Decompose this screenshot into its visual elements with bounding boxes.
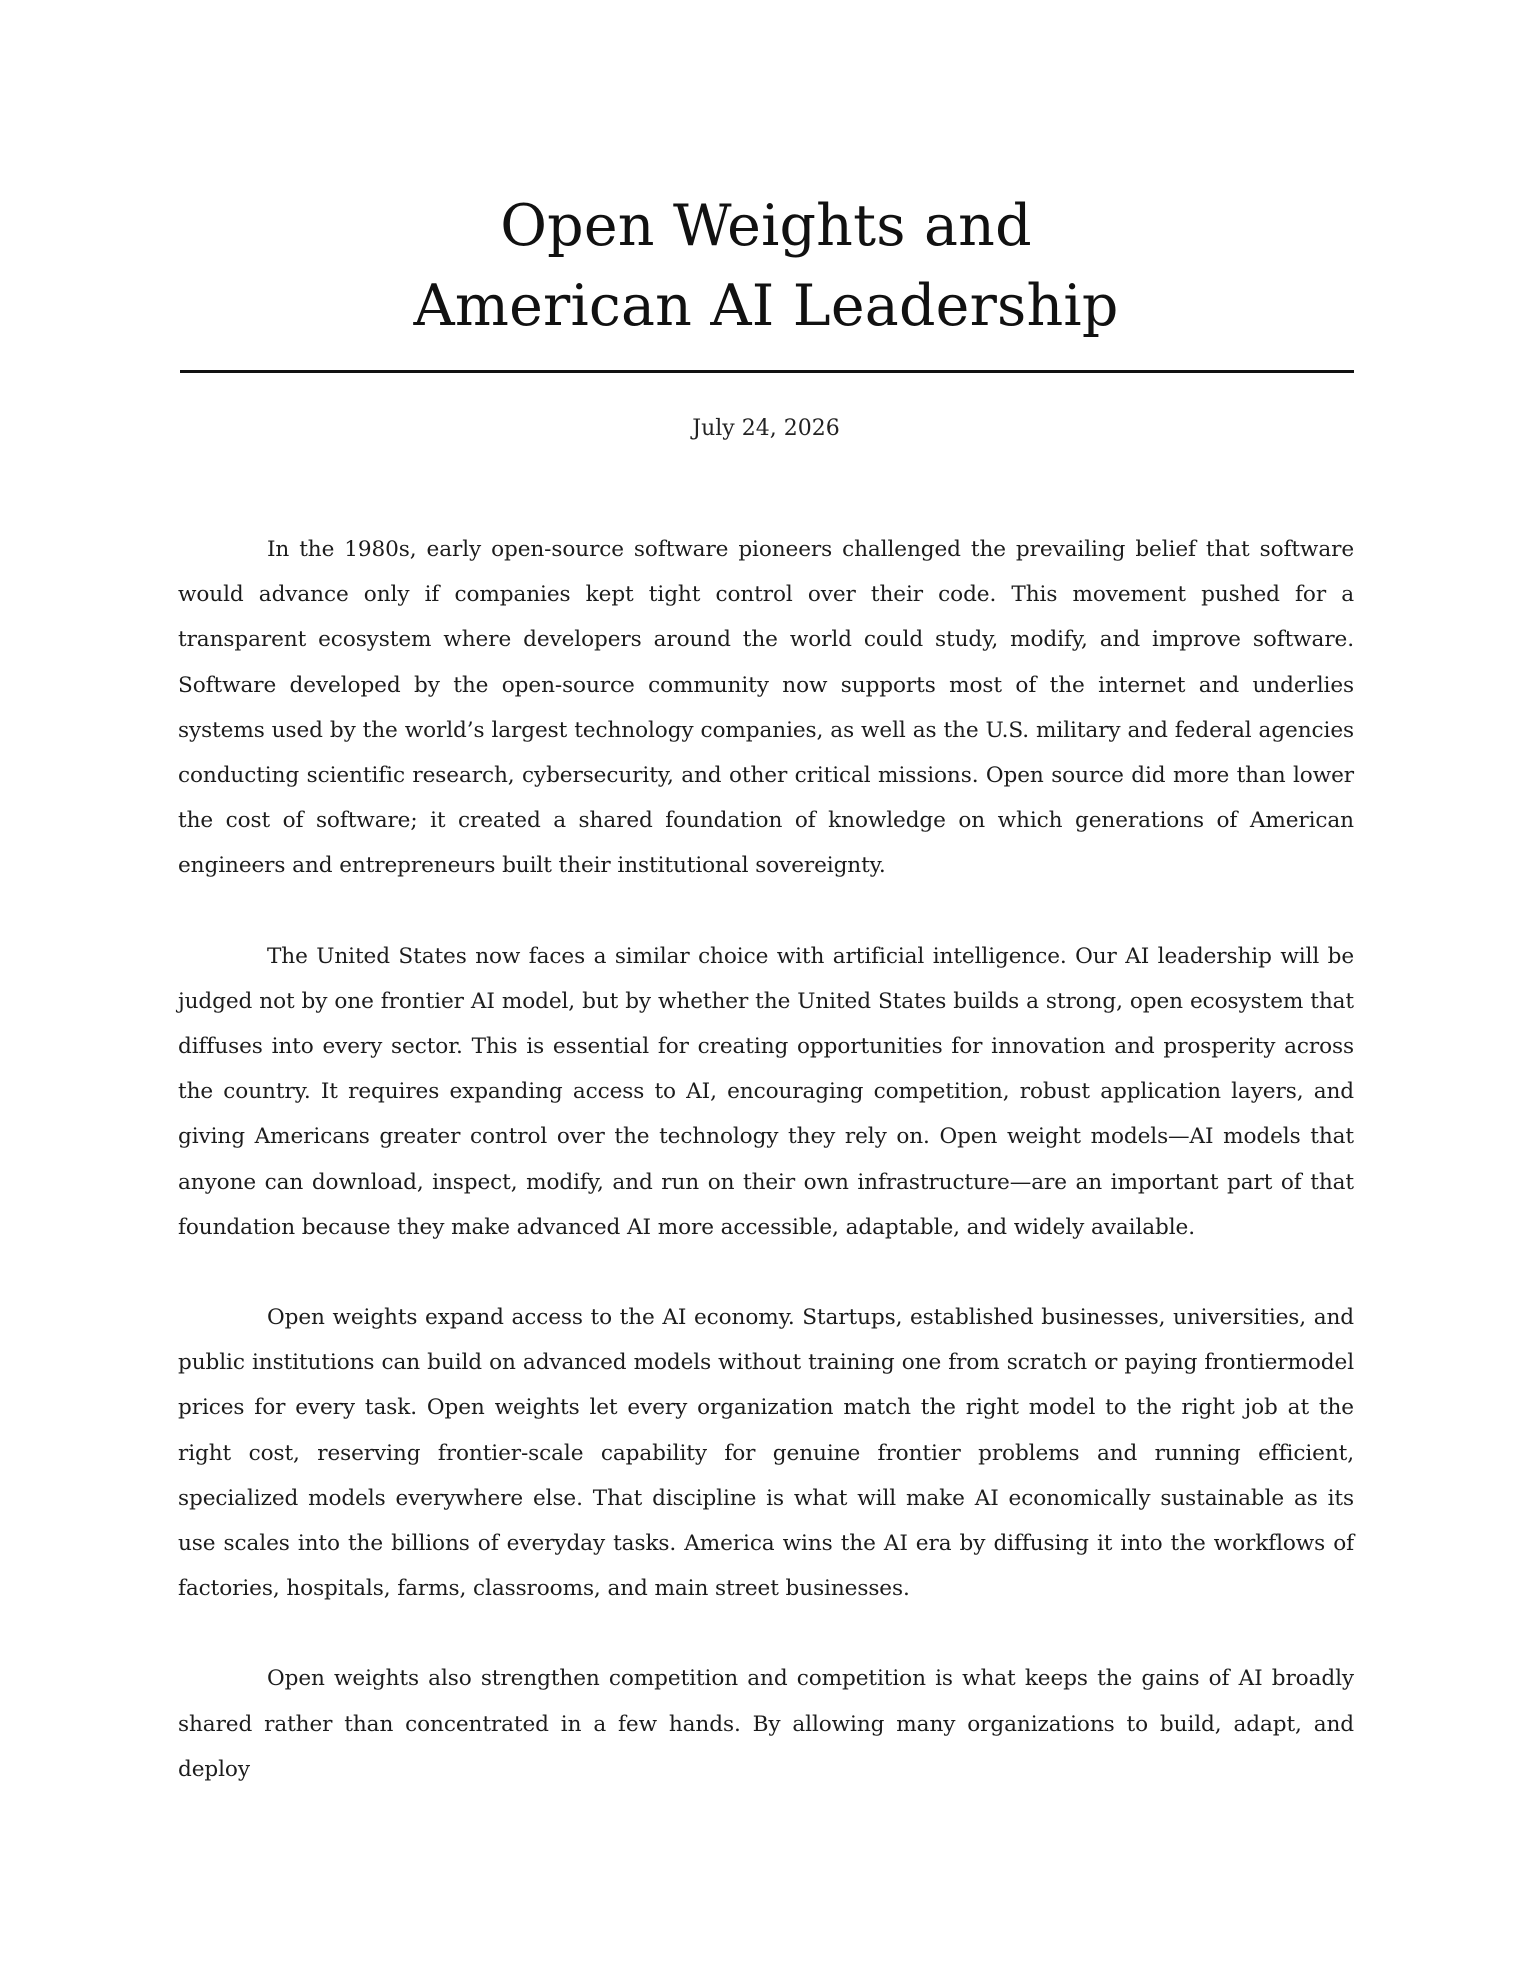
document-page (178, 0, 1354, 1980)
document-body (178, 527, 1354, 1837)
paragraph-1: In the 1980s, early open-source software pioneers challenged the prevailing belief that software would advance only if companies kept tight control over their code. This movement pushed for a transparent ecosystem where developers around the world could study, modify, and improve software. Software developed by the open-source community now supports most of the internet and underlies systems used by the world’s largest technology companies, as well as the U.S. military and federal agencies conducting scientific research, cybersecurity, and other critical missions. Open source did more than lower the cost of software; it created a shared foundation of knowledge on which generations of American engineers and entrepreneurs built their institutional sovereignty. (178, 537, 1354, 879)
paragraph-4: Open weights also strengthen competition and competition is what keeps the gains of AI broadly shared rather than concentrated in a few hands. By allowing many organizations to build, adapt, and deploy (178, 1666, 1354, 1782)
title-line-1: Open Weights and (500, 193, 1032, 259)
title-divider (180, 370, 1354, 373)
publication-date: July 24, 2026 (692, 416, 840, 441)
document-title (178, 186, 1354, 346)
title-line-2: American AI Leadership (413, 273, 1119, 339)
paragraph-3: Open weights expand access to the AI economy. Startups, established businesses, universities, and public institutions can build on advanced models without training one from scratch or paying frontiermodel prices for every task. Open weights let every organization match the right model to the right job at the right cost, reserving frontier-scale capability for genuine frontier problems and running efficient, specialized models everywhere else. That discipline is what will make AI economically sustainable as its use scales into the billions of everyday tasks. America wins the AI era by diffusing it into the workflows of factories, hospitals, farms, classrooms, and main street businesses. (178, 1305, 1354, 1602)
paragraph-2: The United States now faces a similar choice with artificial intelligence. Our AI leadership will be judged not by one frontier AI model, but by whether the United States builds a strong, open ecosystem that diffuses into every sector. This is essential for creating opportunities for innovation and prosperity across the country. It requires expanding access to AI, encouraging competition, robust application layers, and giving Americans greater control over the technology they rely on. Open weight models—AI models that anyone can download, inspect, modify, and run on their own infrastructure—are an important part of that foundation because they make advanced AI more accessible, adaptable, and widely available. (178, 943, 1354, 1240)
